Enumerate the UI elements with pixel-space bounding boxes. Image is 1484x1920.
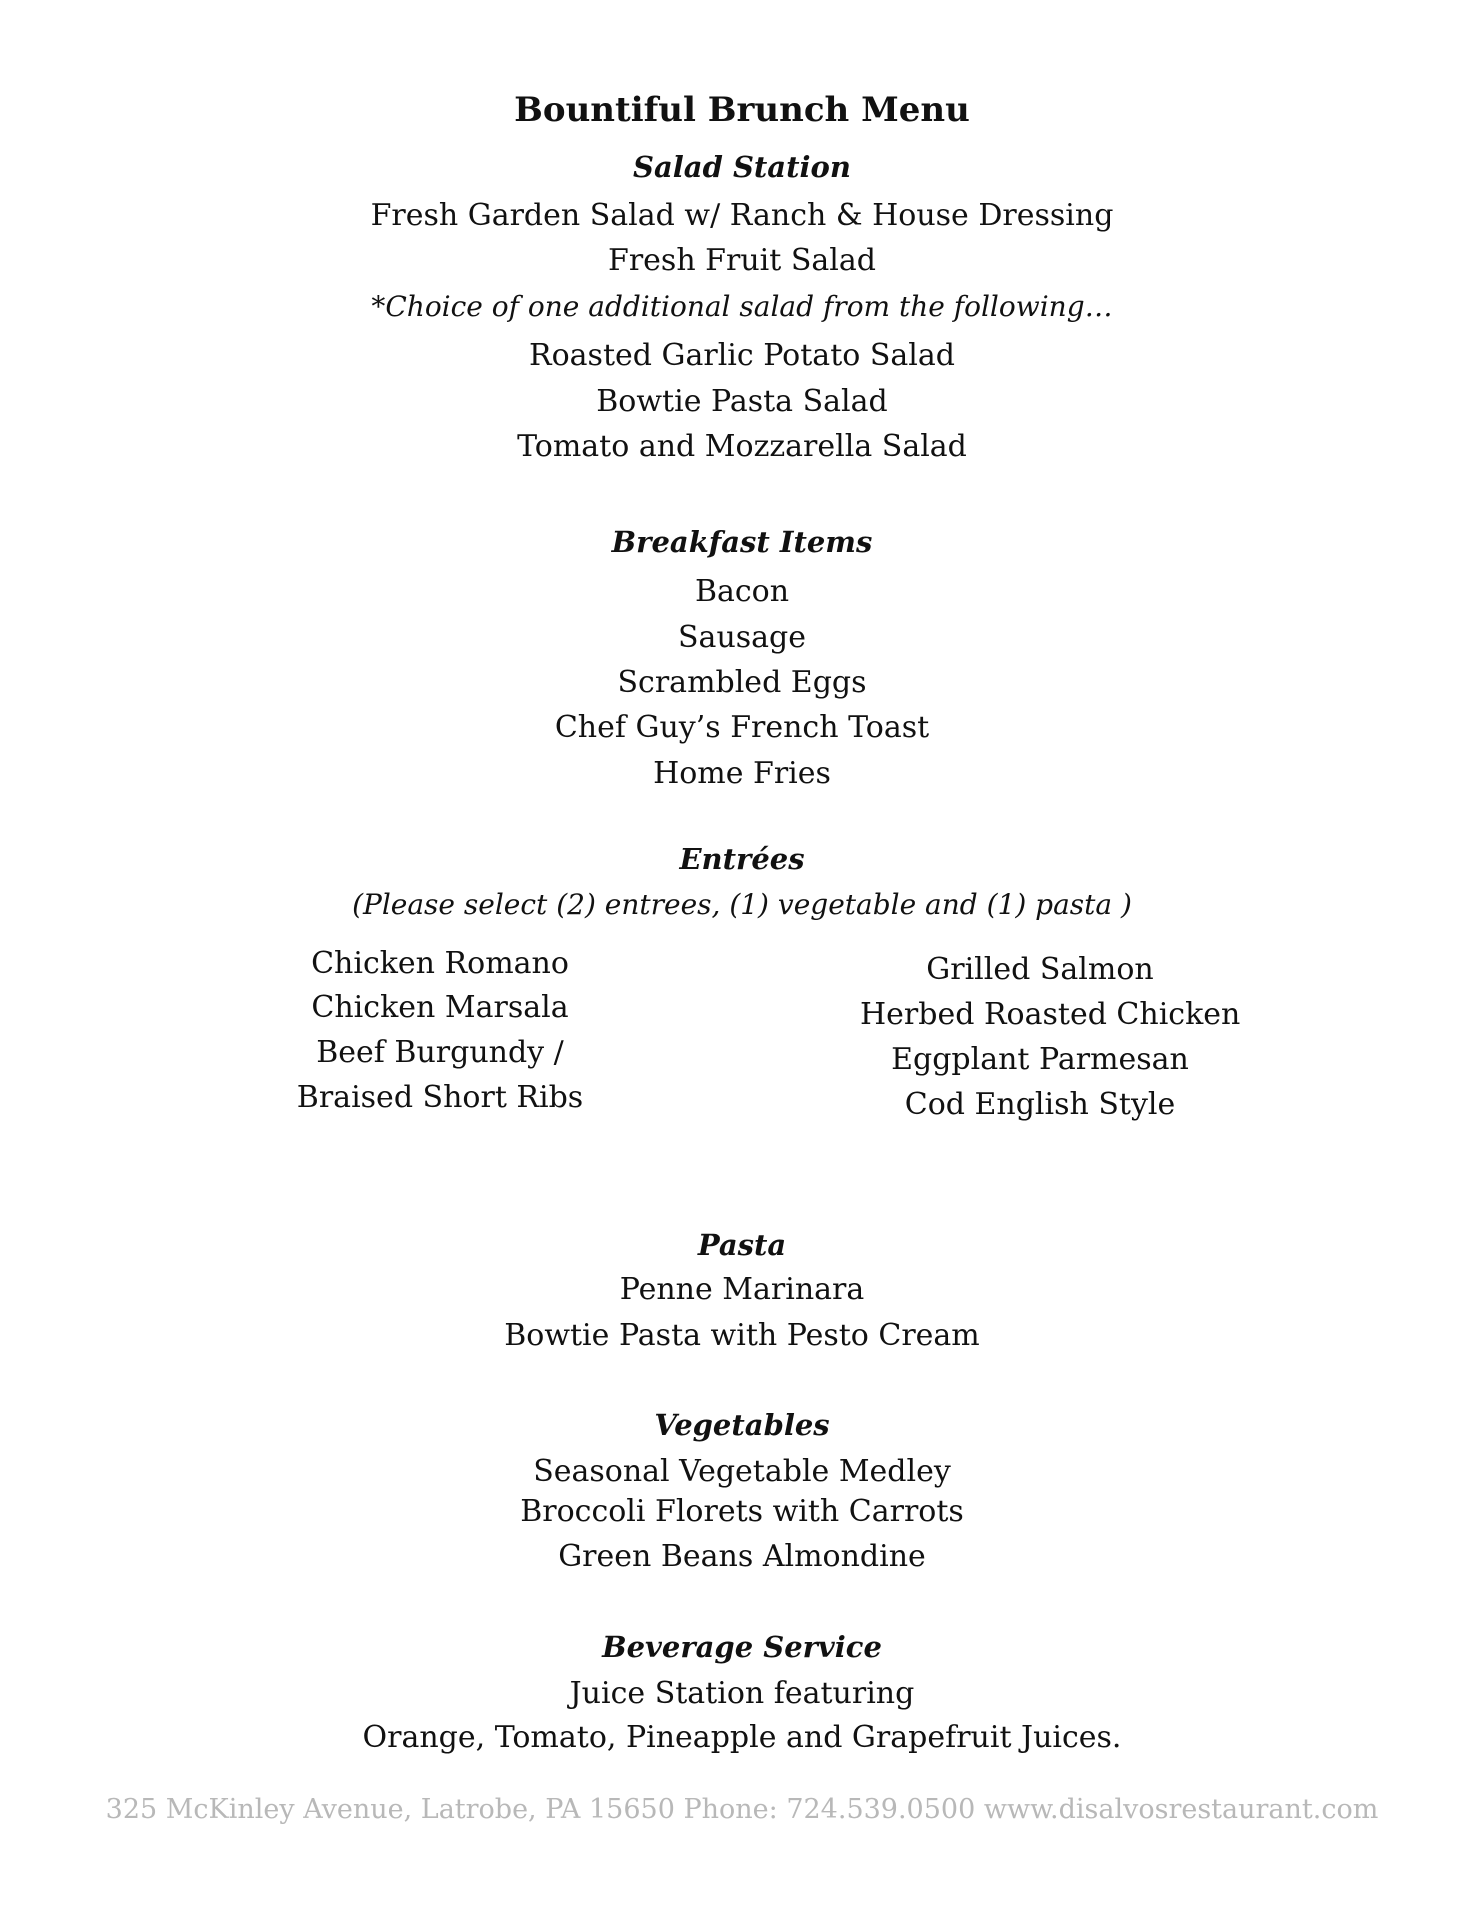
menu-item: Tomato and Mozzarella Salad [517, 429, 967, 464]
menu-item: Green Beans Almondine [558, 1539, 926, 1574]
menu-item: Penne Marinara [619, 1272, 865, 1307]
salad-choice-note: *Choice of one additional salad from the following… [371, 290, 1113, 323]
salad-station-heading: Salad Station [633, 150, 851, 184]
menu-item: Grilled Salmon [926, 952, 1154, 987]
vegetables-heading: Vegetables [654, 1408, 830, 1442]
menu-item: Sausage [678, 620, 806, 655]
menu-item: Bowtie Pasta Salad [596, 384, 888, 419]
menu-item: Juice Station featuring [569, 1676, 915, 1711]
breakfast-items-heading: Breakfast Items [611, 525, 873, 559]
menu-item: Fresh Fruit Salad [608, 243, 876, 278]
beverage-service-heading: Beverage Service [602, 1630, 882, 1664]
menu-title: Bountiful Brunch Menu [514, 90, 970, 130]
menu-item: Roasted Garlic Potato Salad [529, 338, 955, 373]
menu-item: Chicken Marsala [311, 990, 569, 1025]
menu-item: Seasonal Vegetable Medley [533, 1454, 951, 1489]
menu-item: Scrambled Eggs [617, 665, 867, 700]
menu-item: Chef Guy’s French Toast [554, 710, 930, 745]
menu-item: Herbed Roasted Chicken [860, 997, 1241, 1032]
menu-item: Beef Burgundy / [316, 1035, 564, 1070]
footer-contact-info: 325 McKinley Avenue, Latrobe, PA 15650 Phone: 724.539.0500 www.disalvosrestaurant.com [105, 1794, 1379, 1825]
menu-item: Orange, Tomato, Pineapple and Grapefruit Juices. [362, 1720, 1122, 1755]
menu-item: Home Fries [653, 756, 831, 791]
menu-item: Fresh Garden Salad w/ Ranch & House Dressing [370, 198, 1114, 233]
menu-item: Chicken Romano [311, 946, 569, 981]
menu-item: Cod English Style [904, 1087, 1176, 1122]
menu-item: Eggplant Parmesan [891, 1042, 1189, 1077]
pasta-heading: Pasta [697, 1228, 787, 1262]
entrees-selection-note: (Please select (2) entrees, (1) vegetable and (1) pasta ) [352, 888, 1132, 921]
entrees-heading: Entrées [679, 842, 805, 876]
menu-item: Bacon [694, 574, 790, 609]
menu-item: Braised Short Ribs [296, 1080, 584, 1115]
menu-item: Bowtie Pasta with Pesto Cream [504, 1318, 980, 1353]
menu-item: Broccoli Florets with Carrots [520, 1494, 964, 1529]
